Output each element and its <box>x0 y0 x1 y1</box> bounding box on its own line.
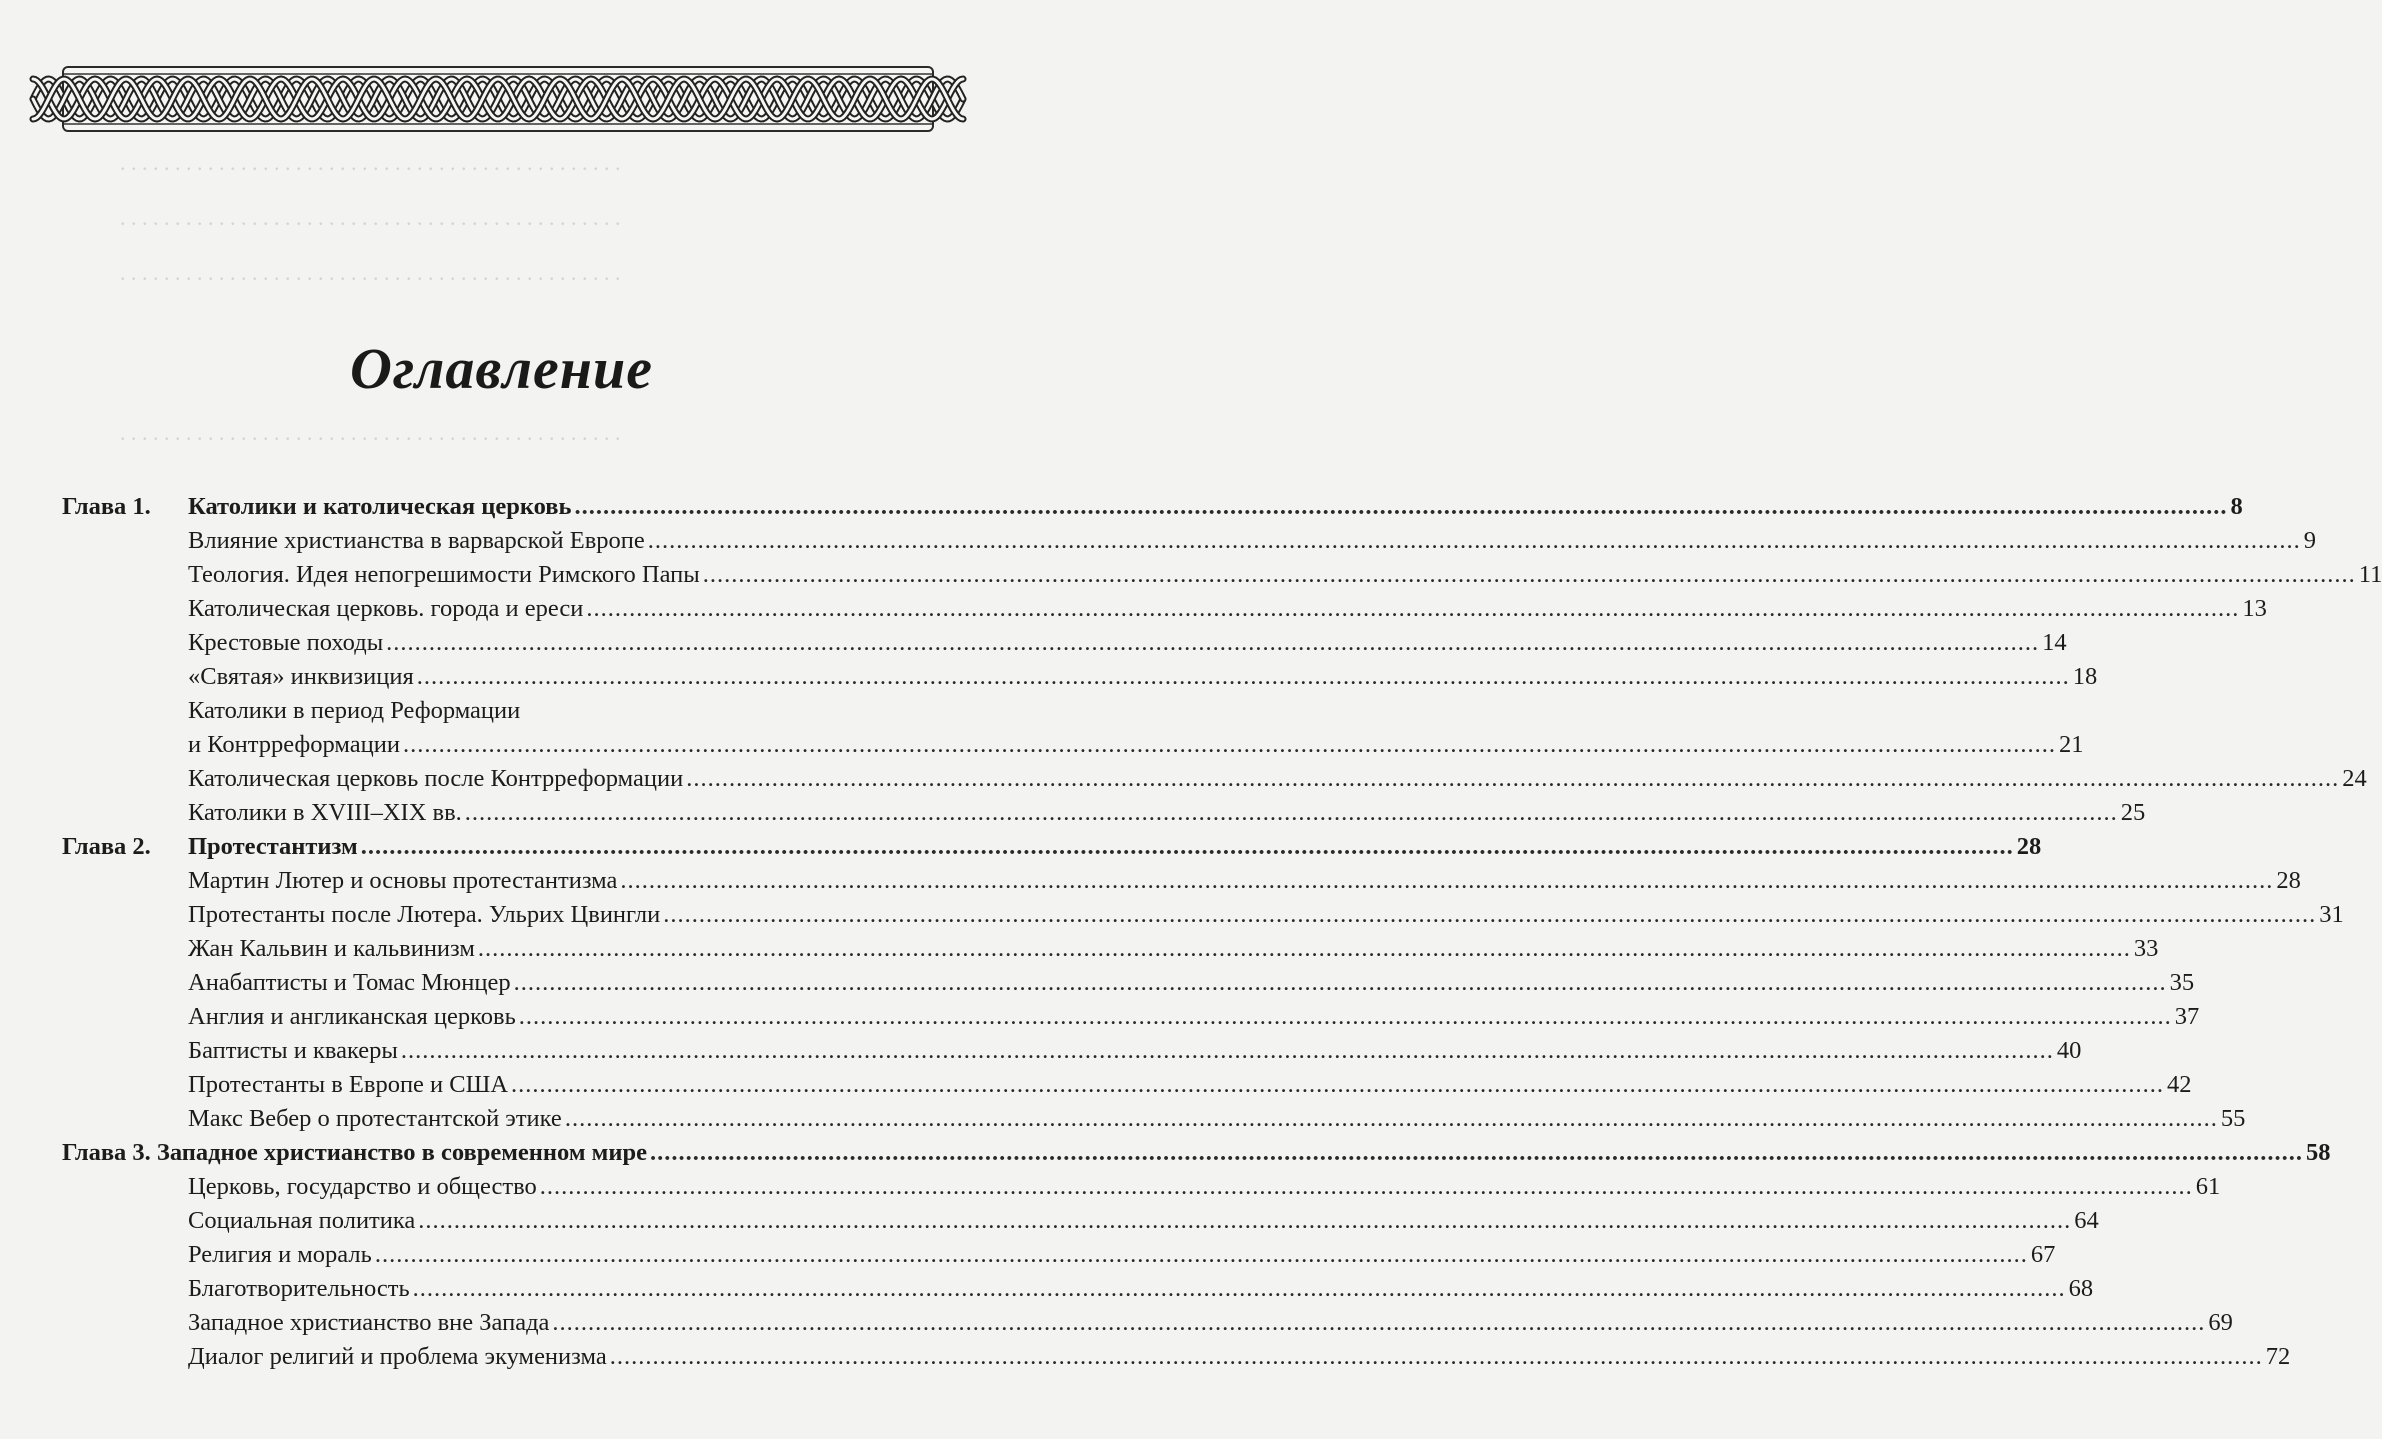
leader-dots <box>650 1136 2303 1170</box>
toc-entry-page: 35 <box>2169 969 2195 996</box>
toc-entry[interactable] <box>188 796 2146 830</box>
leader-dots <box>417 660 2070 694</box>
leader-dots <box>478 932 2131 966</box>
leader-dots <box>519 1000 2172 1034</box>
toc-entry-page: 24 <box>2342 765 2367 792</box>
leader-dots <box>514 966 2167 1000</box>
knot-pattern-icon <box>64 68 932 130</box>
toc-entry-title: Протестантизм <box>188 833 358 860</box>
toc-entry[interactable] <box>188 1102 2246 1136</box>
toc-entry[interactable] <box>188 728 2084 762</box>
toc-entry-title: Социальная политика <box>188 1207 416 1234</box>
leader-dots <box>413 1272 2066 1306</box>
toc-entry[interactable] <box>188 1204 2099 1238</box>
leader-dots <box>465 796 2118 830</box>
toc-entry-title: Мартин Лютер и основы протестантизма <box>188 867 618 894</box>
chapter-2-number: Глава 2. <box>62 833 151 860</box>
toc-entry-page: 31 <box>2319 901 2344 928</box>
leader-dots <box>401 1034 2054 1068</box>
toc-entry-page: 67 <box>2030 1241 2056 1268</box>
toc-entry-title: Католическая церковь после Контрреформации <box>188 765 684 792</box>
toc-entry[interactable] <box>188 1034 2082 1068</box>
leader-dots <box>386 626 2039 660</box>
toc-entry-title: Протестанты в Европе и США <box>188 1071 509 1098</box>
leader-dots <box>375 1238 2028 1272</box>
leader-dots <box>418 1204 2071 1238</box>
toc-entry-page: 28 <box>2016 833 2042 860</box>
toc-entry-page: 13 <box>2242 595 2267 622</box>
chapter-1-number: Глава 1. <box>62 493 151 520</box>
toc-entry-title: Теология. Идея непогрешимости Римского Папы <box>188 561 700 588</box>
book-page: . . . . . . . . . . . . . . . . . . . . . . . . . . . . . . . . . . . . . . . . . . . . . . . . . . . . . . . . . . . . . . . . . . . . . . . . . . . . . . . . . . . . . . . . . . . . . . . . . . . . . . . . . . . . . . . . . . . . . . . . . . . . . . . . . . . . . . . . . . . . . . . . . . . . . . . . . . . . . . . . . . . . . . . . . . . . . . . . . . . . . . . . Оглавление Глава 1. Католики и католическая церковь ..... 8 Влияние христианства в варварской Европе ..... 9 Теология. Идея непогрешимости Римского Папы ..... 11 Католическая церковь. города и ереси ..... 13 Крестовые походы ..... 14 «Святая» инквизиция ..... 18 Католики в период Реформации и Контрреформации ..... 21 Католическая церковь после Контрреформации ..... 24 Католики в XVIII–XIX вв. ..... 25 Глава 2. Протестантизм ..... 28 Мартин Лютер и основы протестантизма ..... 28 Протестанты после Лютера. Ульрих Цвингли ..... 31 Жан Кальвин и кальвинизм ..... 33 Анабаптисты и Томас Мюнцер ..... 35 Англия и англиканская церковь ..... 37 Баптисты и квакеры ..... 40 Протестанты в Европе и США ..... 42 Макс Вебер о протестантской этике ..... 55 Глава 3. Западное христианство в современном мире ..... 58 Церковь, государство и общество ..... 61 Социальная политика ..... 64 Религия и мораль ..... 67 Благотворительность ..... 68 Западное христианство вне Запада ..... 69 Диалог религий и проблема экуменизма ..... 72 <box>0 0 1003 1439</box>
toc-entry[interactable] <box>188 524 2317 558</box>
toc-entry-title: Баптисты и квакеры <box>188 1037 398 1064</box>
toc-entry-title: Англия и англиканская церковь <box>188 1003 516 1030</box>
leader-dots <box>586 592 2239 626</box>
toc-entry[interactable] <box>188 864 2301 898</box>
toc-entry[interactable] <box>188 932 2159 966</box>
leader-dots <box>511 1068 2164 1102</box>
toc-entry-page: 55 <box>2220 1105 2246 1132</box>
toc-entry-chapter-2[interactable] <box>188 830 2042 864</box>
leader-dots <box>361 830 2014 864</box>
toc-entry-page: 61 <box>2195 1173 2221 1200</box>
leader-dots <box>620 864 2273 898</box>
toc-entry[interactable] <box>188 1238 2056 1272</box>
toc-entry-title: Католики и католическая церковь <box>188 493 572 520</box>
toc-entry-title: Макс Вебер о протестантской этике <box>188 1105 562 1132</box>
toc-entry-title: Западное христианство вне Запада <box>188 1309 550 1336</box>
toc-entry-page: 40 <box>2056 1037 2082 1064</box>
toc-entry-page: 68 <box>2068 1275 2094 1302</box>
toc-entry-title: «Святая» инквизиция <box>188 663 414 690</box>
toc-entry-title: Влияние христианства в варварской Европе <box>188 527 645 554</box>
toc-entry-page: 64 <box>2074 1207 2099 1234</box>
toc-entry-title: Жан Кальвин и кальвинизм <box>188 935 475 962</box>
toc-entry-title: Религия и мораль <box>188 1241 372 1268</box>
toc-entry[interactable] <box>188 1306 2233 1340</box>
celtic-knot-ornament <box>62 66 934 132</box>
toc-entry-page: 28 <box>2276 867 2301 894</box>
toc-entry-page: 69 <box>2208 1309 2233 1336</box>
toc-entry-page: 8 <box>2230 493 2243 520</box>
toc-entry-title: Благотворительность <box>188 1275 410 1302</box>
toc-entry-title-line1: Католики в период Реформации <box>188 697 521 724</box>
toc-entry[interactable] <box>188 1000 2200 1034</box>
toc-entry-title: Католики в XVIII–XIX вв. <box>188 799 462 826</box>
toc-entry-page: 72 <box>2265 1343 2291 1370</box>
toc-entry[interactable] <box>188 626 2067 660</box>
toc-entry[interactable] <box>188 1068 2192 1102</box>
toc-entry-title: Крестовые походы <box>188 629 384 656</box>
toc-entry-page: 11 <box>2358 561 2382 588</box>
leader-dots <box>552 1306 2205 1340</box>
toc-entry-page: 37 <box>2174 1003 2200 1030</box>
toc-entry[interactable] <box>188 898 2344 932</box>
leader-dots <box>540 1170 2193 1204</box>
toc-entry[interactable] <box>188 1170 2221 1204</box>
toc-entry-page: 14 <box>2042 629 2067 656</box>
toc-entry-page: 33 <box>2133 935 2159 962</box>
toc-entry-page: 9 <box>2303 527 2317 554</box>
leader-dots <box>703 558 2356 592</box>
toc-entry[interactable] <box>188 1272 2094 1306</box>
toc-entry[interactable] <box>188 762 2367 796</box>
toc-entry[interactable] <box>188 1340 2291 1374</box>
toc-entry[interactable] <box>188 966 2195 1000</box>
toc-entry-title: Протестанты после Лютера. Ульрих Цвингли <box>188 901 661 928</box>
toc-entry-page: 25 <box>2120 799 2146 826</box>
toc-entry-page: 18 <box>2072 663 2098 690</box>
leader-dots <box>648 524 2301 558</box>
toc-entry[interactable] <box>188 592 2267 626</box>
leader-dots <box>610 1340 2263 1374</box>
page-title: Оглавление <box>350 336 653 401</box>
leader-dots <box>403 728 2056 762</box>
toc-entry-page: 42 <box>2167 1071 2192 1098</box>
toc-entry-title: Анабаптисты и Томас Мюнцер <box>188 969 511 996</box>
toc-entry-page: 58 <box>2305 1139 2331 1166</box>
toc-entry-chapter-3[interactable] <box>62 1136 2331 1170</box>
leader-dots <box>575 490 2228 524</box>
toc-entry[interactable] <box>188 558 2382 592</box>
toc-entry-title: Диалог религий и проблема экуменизма <box>188 1343 607 1370</box>
toc-entry-title: Глава 3. Западное христианство в современном мире <box>62 1139 647 1166</box>
leader-dots <box>686 762 2339 796</box>
toc-entry-title: Церковь, государство и общество <box>188 1173 537 1200</box>
toc-entry-title: и Контрреформации <box>188 731 400 758</box>
toc-entry-title: Католическая церковь. города и ереси <box>188 595 584 622</box>
toc-entry-page: 21 <box>2058 731 2084 758</box>
leader-dots <box>663 898 2316 932</box>
toc-entry-chapter-1[interactable] <box>188 490 2243 524</box>
leader-dots <box>565 1102 2218 1136</box>
toc-entry[interactable] <box>188 660 2098 694</box>
